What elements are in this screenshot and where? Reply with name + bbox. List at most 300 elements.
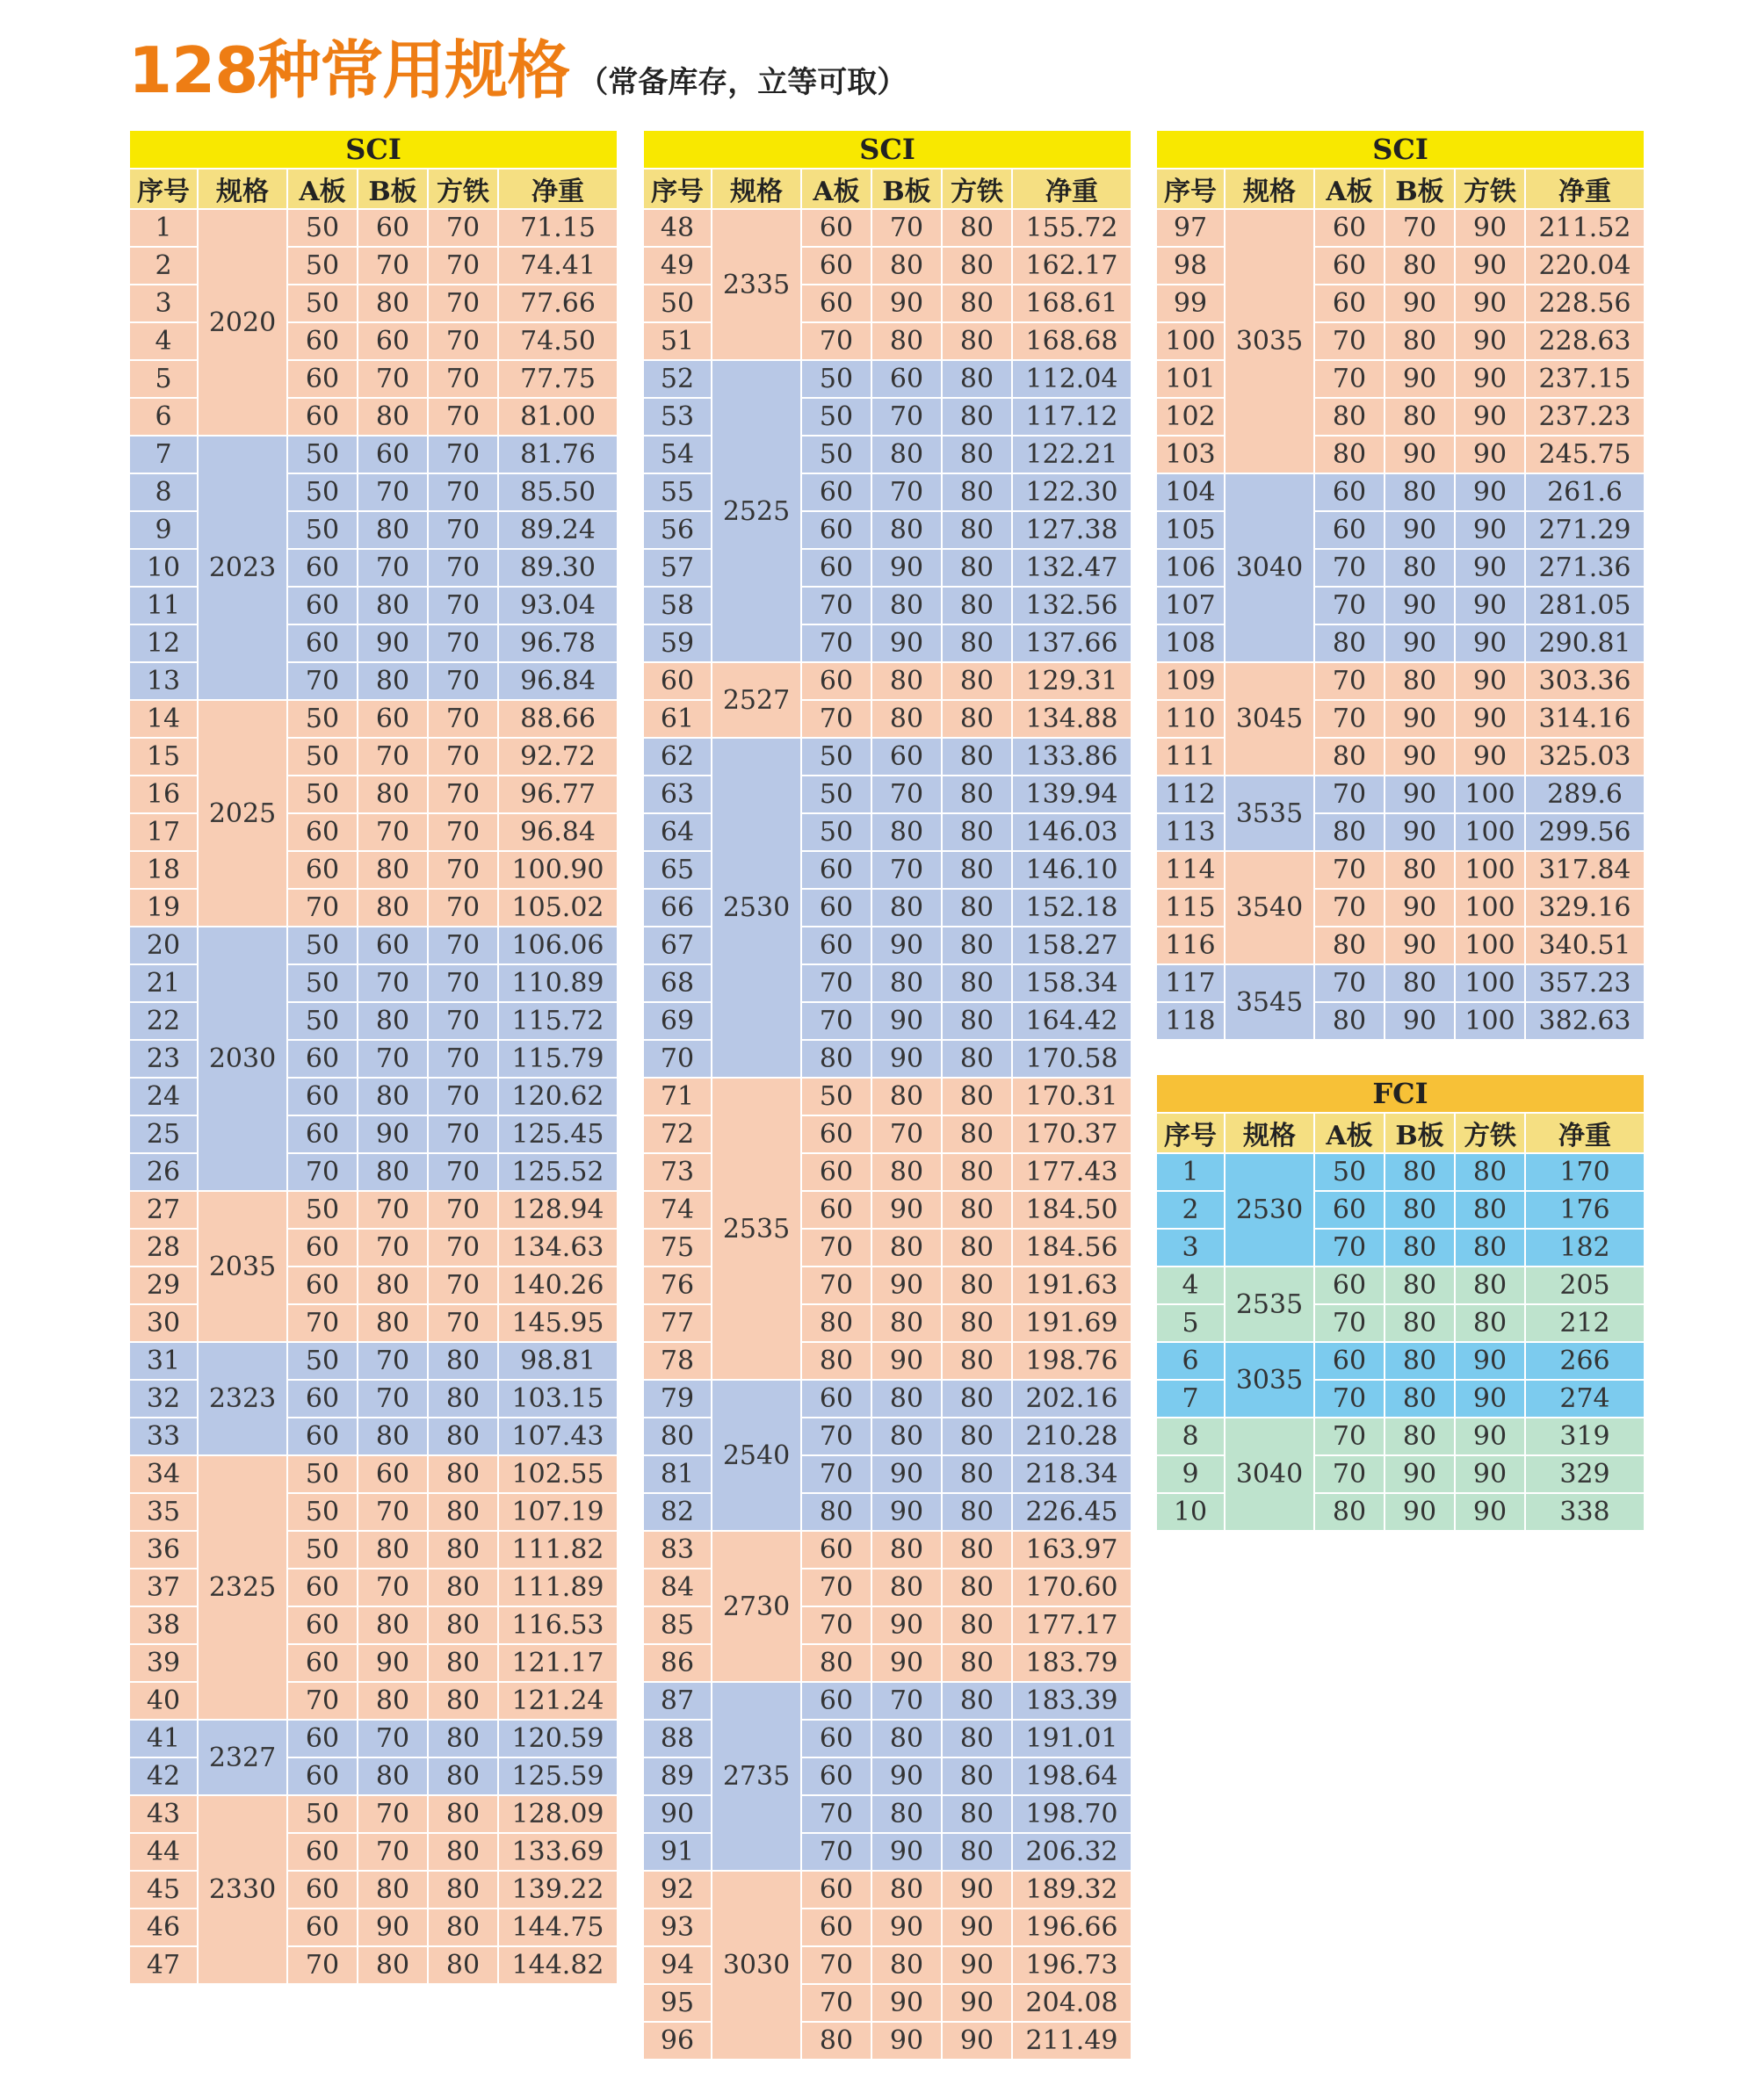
- net-weight-cell: 266: [1525, 1342, 1645, 1380]
- net-weight-cell: 338: [1525, 1493, 1645, 1531]
- square-iron-cell: 80: [428, 1418, 498, 1455]
- a-plate-cell: 60: [287, 1078, 358, 1115]
- square-iron-cell: 80: [942, 1644, 1012, 1682]
- b-plate-cell: 80: [871, 964, 942, 1002]
- net-weight-cell: 164.42: [1012, 1002, 1132, 1040]
- square-iron-cell: 70: [428, 1115, 498, 1153]
- a-plate-cell: 50: [801, 813, 871, 851]
- a-plate-cell: 70: [801, 1002, 871, 1040]
- table-row: [129, 1455, 618, 1493]
- square-iron-cell: 80: [942, 1304, 1012, 1342]
- a-plate-cell: 60: [287, 322, 358, 360]
- square-iron-cell: 80: [942, 1720, 1012, 1757]
- table-row: [1156, 1153, 1645, 1191]
- index-cell: 72: [643, 1115, 712, 1153]
- b-plate-cell: 90: [871, 1002, 942, 1040]
- index-cell: 113: [1156, 813, 1225, 851]
- b-plate-cell: 70: [358, 813, 428, 851]
- index-cell: 6: [129, 398, 198, 436]
- net-weight-cell: 145.95: [498, 1304, 618, 1342]
- a-plate-cell: 70: [801, 1229, 871, 1266]
- b-plate-cell: 90: [871, 624, 942, 662]
- net-weight-cell: 77.75: [498, 360, 618, 398]
- a-plate-cell: 60: [801, 473, 871, 511]
- net-weight-cell: 211.49: [1012, 2022, 1132, 2060]
- square-iron-cell: 80: [428, 1946, 498, 1984]
- index-cell: 9: [129, 511, 198, 549]
- a-plate-cell: 70: [287, 662, 358, 700]
- b-plate-cell: 80: [358, 1304, 428, 1342]
- net-weight-cell: 137.66: [1012, 624, 1132, 662]
- square-iron-cell: 90: [942, 2022, 1012, 2060]
- b-plate-cell: 90: [871, 1606, 942, 1644]
- square-iron-cell: 70: [428, 776, 498, 813]
- square-iron-cell: 90: [1455, 549, 1525, 587]
- net-weight-cell: 139.94: [1012, 776, 1132, 813]
- b-plate-cell: 80: [871, 1229, 942, 1266]
- net-weight-cell: 196.73: [1012, 1946, 1132, 1984]
- index-cell: 109: [1156, 662, 1225, 700]
- square-iron-cell: 80: [942, 776, 1012, 813]
- index-cell: 15: [129, 738, 198, 776]
- a-plate-cell: 60: [801, 285, 871, 322]
- index-cell: 38: [129, 1606, 198, 1644]
- index-cell: 98: [1156, 247, 1225, 285]
- b-plate-cell: 80: [1385, 1304, 1455, 1342]
- a-plate-cell: 50: [287, 1455, 358, 1493]
- index-cell: 44: [129, 1833, 198, 1871]
- index-cell: 10: [129, 549, 198, 587]
- index-cell: 50: [643, 285, 712, 322]
- index-cell: 89: [643, 1757, 712, 1795]
- spec-cell: 3040: [1225, 473, 1314, 662]
- a-plate-cell: 60: [287, 587, 358, 624]
- square-iron-cell: 80: [942, 285, 1012, 322]
- net-weight-cell: 121.24: [498, 1682, 618, 1720]
- a-plate-cell: 50: [287, 1002, 358, 1040]
- index-cell: 62: [643, 738, 712, 776]
- square-iron-cell: 80: [428, 1682, 498, 1720]
- index-cell: 42: [129, 1757, 198, 1795]
- b-plate-cell: 90: [871, 1644, 942, 1682]
- spec-cell: 3535: [1225, 776, 1314, 851]
- net-weight-cell: 281.05: [1525, 587, 1645, 624]
- b-plate-cell: 70: [358, 1569, 428, 1606]
- square-iron-cell: 100: [1455, 927, 1525, 964]
- table-caption: SCI: [643, 130, 1132, 169]
- net-weight-cell: 120.59: [498, 1720, 618, 1757]
- a-plate-cell: 60: [287, 1115, 358, 1153]
- b-plate-cell: 70: [871, 209, 942, 247]
- column-header-index: 序号: [1156, 1113, 1225, 1153]
- a-plate-cell: 50: [287, 511, 358, 549]
- table-row: [1156, 1266, 1645, 1304]
- index-cell: 20: [129, 927, 198, 964]
- a-plate-cell: 70: [801, 587, 871, 624]
- b-plate-cell: 80: [871, 1569, 942, 1606]
- square-iron-cell: 90: [1455, 436, 1525, 473]
- column-header-net-weight: 净重: [498, 169, 618, 209]
- table-row: [643, 738, 1132, 776]
- a-plate-cell: 60: [287, 1380, 358, 1418]
- index-cell: 46: [129, 1909, 198, 1946]
- a-plate-cell: 60: [287, 1720, 358, 1757]
- b-plate-cell: 80: [358, 851, 428, 889]
- square-iron-cell: 80: [428, 1455, 498, 1493]
- net-weight-cell: 184.56: [1012, 1229, 1132, 1266]
- index-cell: 81: [643, 1455, 712, 1493]
- a-plate-cell: 70: [1314, 322, 1385, 360]
- b-plate-cell: 80: [871, 511, 942, 549]
- net-weight-cell: 92.72: [498, 738, 618, 776]
- table-row: [1156, 473, 1645, 511]
- square-iron-cell: 70: [428, 1040, 498, 1078]
- b-plate-cell: 80: [358, 511, 428, 549]
- spec-cell: 2330: [198, 1795, 287, 1984]
- index-cell: 86: [643, 1644, 712, 1682]
- square-iron-cell: 70: [428, 738, 498, 776]
- a-plate-cell: 60: [287, 1229, 358, 1266]
- net-weight-cell: 237.23: [1525, 398, 1645, 436]
- column-header-spec: 规格: [1225, 169, 1314, 209]
- b-plate-cell: 90: [871, 1984, 942, 2022]
- table-caption: FCI: [1156, 1074, 1645, 1113]
- square-iron-cell: 80: [428, 1644, 498, 1682]
- net-weight-cell: 88.66: [498, 700, 618, 738]
- a-plate-cell: 70: [801, 1984, 871, 2022]
- table-row: [129, 1342, 618, 1380]
- square-iron-cell: 70: [428, 1191, 498, 1229]
- net-weight-cell: 325.03: [1525, 738, 1645, 776]
- square-iron-cell: 70: [428, 398, 498, 436]
- column-header-spec: 规格: [1225, 1113, 1314, 1153]
- a-plate-cell: 60: [287, 1569, 358, 1606]
- square-iron-cell: 90: [1455, 1493, 1525, 1531]
- b-plate-cell: 90: [1385, 1455, 1455, 1493]
- square-iron-cell: 80: [942, 1191, 1012, 1229]
- net-weight-cell: 183.79: [1012, 1644, 1132, 1682]
- net-weight-cell: 71.15: [498, 209, 618, 247]
- a-plate-cell: 60: [801, 1871, 871, 1909]
- a-plate-cell: 70: [1314, 1418, 1385, 1455]
- a-plate-cell: 70: [801, 1569, 871, 1606]
- a-plate-cell: 50: [287, 473, 358, 511]
- table-row: [1156, 1342, 1645, 1380]
- square-iron-cell: 90: [1455, 285, 1525, 322]
- a-plate-cell: 60: [287, 624, 358, 662]
- column-header-b-plate: B板: [871, 169, 942, 209]
- net-weight-cell: 146.03: [1012, 813, 1132, 851]
- table-row: [129, 1720, 618, 1757]
- square-iron-cell: 70: [428, 511, 498, 549]
- fci-table: [1155, 1073, 1645, 1532]
- b-plate-cell: 60: [358, 927, 428, 964]
- net-weight-cell: 139.22: [498, 1871, 618, 1909]
- b-plate-cell: 80: [1385, 1380, 1455, 1418]
- spec-cell: 2540: [712, 1380, 801, 1531]
- index-cell: 68: [643, 964, 712, 1002]
- net-weight-cell: 100.90: [498, 851, 618, 889]
- spec-cell: 2530: [1225, 1153, 1314, 1266]
- column-header-index: 序号: [1156, 169, 1225, 209]
- net-weight-cell: 152.18: [1012, 889, 1132, 927]
- square-iron-cell: 70: [428, 851, 498, 889]
- a-plate-cell: 70: [1314, 851, 1385, 889]
- index-cell: 74: [643, 1191, 712, 1229]
- b-plate-cell: 90: [871, 1493, 942, 1531]
- a-plate-cell: 60: [287, 398, 358, 436]
- spec-cell: 2030: [198, 927, 287, 1191]
- b-plate-cell: 80: [358, 889, 428, 927]
- square-iron-cell: 70: [428, 549, 498, 587]
- net-weight-cell: 96.84: [498, 662, 618, 700]
- b-plate-cell: 80: [358, 1078, 428, 1115]
- index-cell: 16: [129, 776, 198, 813]
- a-plate-cell: 50: [801, 360, 871, 398]
- column-header-net-weight: 净重: [1525, 169, 1645, 209]
- index-cell: 36: [129, 1531, 198, 1569]
- net-weight-cell: 290.81: [1525, 624, 1645, 662]
- a-plate-cell: 80: [1314, 738, 1385, 776]
- net-weight-cell: 112.04: [1012, 360, 1132, 398]
- index-cell: 57: [643, 549, 712, 587]
- spec-cell: 3035: [1225, 209, 1314, 473]
- index-cell: 82: [643, 1493, 712, 1531]
- net-weight-cell: 144.75: [498, 1909, 618, 1946]
- net-weight-cell: 198.70: [1012, 1795, 1132, 1833]
- spec-cell: 2020: [198, 209, 287, 436]
- table-caption: SCI: [129, 130, 618, 169]
- table-row: [643, 662, 1132, 700]
- square-iron-cell: 80: [942, 209, 1012, 247]
- square-iron-cell: 80: [942, 322, 1012, 360]
- index-cell: 29: [129, 1266, 198, 1304]
- net-weight-cell: 218.34: [1012, 1455, 1132, 1493]
- net-weight-cell: 206.32: [1012, 1833, 1132, 1871]
- a-plate-cell: 50: [287, 1191, 358, 1229]
- table-row: [1156, 964, 1645, 1002]
- net-weight-cell: 158.34: [1012, 964, 1132, 1002]
- net-weight-cell: 210.28: [1012, 1418, 1132, 1455]
- a-plate-cell: 50: [287, 436, 358, 473]
- a-plate-cell: 70: [801, 964, 871, 1002]
- b-plate-cell: 70: [871, 473, 942, 511]
- square-iron-cell: 80: [942, 1040, 1012, 1078]
- net-weight-cell: 168.68: [1012, 322, 1132, 360]
- b-plate-cell: 80: [871, 1078, 942, 1115]
- square-iron-cell: 80: [942, 1569, 1012, 1606]
- a-plate-cell: 70: [801, 700, 871, 738]
- square-iron-cell: 80: [942, 964, 1012, 1002]
- net-weight-cell: 107.19: [498, 1493, 618, 1531]
- b-plate-cell: 70: [871, 1682, 942, 1720]
- index-cell: 103: [1156, 436, 1225, 473]
- b-plate-cell: 60: [358, 700, 428, 738]
- net-weight-cell: 274: [1525, 1380, 1645, 1418]
- index-cell: 73: [643, 1153, 712, 1191]
- b-plate-cell: 80: [358, 1418, 428, 1455]
- a-plate-cell: 60: [801, 1720, 871, 1757]
- b-plate-cell: 90: [1385, 624, 1455, 662]
- square-iron-cell: 80: [1455, 1304, 1525, 1342]
- index-cell: 61: [643, 700, 712, 738]
- net-weight-cell: 317.84: [1525, 851, 1645, 889]
- a-plate-cell: 70: [1314, 1304, 1385, 1342]
- net-weight-cell: 183.39: [1012, 1682, 1132, 1720]
- a-plate-cell: 60: [1314, 1342, 1385, 1380]
- net-weight-cell: 228.63: [1525, 322, 1645, 360]
- square-iron-cell: 80: [1455, 1191, 1525, 1229]
- net-weight-cell: 111.89: [498, 1569, 618, 1606]
- b-plate-cell: 80: [871, 1720, 942, 1757]
- index-cell: 107: [1156, 587, 1225, 624]
- b-plate-cell: 90: [871, 1909, 942, 1946]
- b-plate-cell: 70: [358, 549, 428, 587]
- b-plate-cell: 60: [358, 209, 428, 247]
- square-iron-cell: 90: [1455, 209, 1525, 247]
- square-iron-cell: 80: [1455, 1266, 1525, 1304]
- a-plate-cell: 70: [801, 1455, 871, 1493]
- spec-cell: 2323: [198, 1342, 287, 1455]
- net-weight-cell: 182: [1525, 1229, 1645, 1266]
- column-header-square-iron: 方铁: [1455, 169, 1525, 209]
- index-cell: 70: [643, 1040, 712, 1078]
- a-plate-cell: 80: [1314, 1002, 1385, 1040]
- index-cell: 24: [129, 1078, 198, 1115]
- sci-table-1: [128, 129, 618, 1985]
- a-plate-cell: 60: [801, 1909, 871, 1946]
- b-plate-cell: 90: [871, 927, 942, 964]
- b-plate-cell: 70: [871, 776, 942, 813]
- index-cell: 27: [129, 1191, 198, 1229]
- a-plate-cell: 70: [1314, 964, 1385, 1002]
- a-plate-cell: 50: [287, 1795, 358, 1833]
- b-plate-cell: 70: [871, 398, 942, 436]
- net-weight-cell: 105.02: [498, 889, 618, 927]
- index-cell: 100: [1156, 322, 1225, 360]
- b-plate-cell: 70: [871, 851, 942, 889]
- spec-cell: 3030: [712, 1871, 801, 2060]
- index-cell: 71: [643, 1078, 712, 1115]
- column-header-a-plate: A板: [1314, 169, 1385, 209]
- net-weight-cell: 89.30: [498, 549, 618, 587]
- b-plate-cell: 80: [871, 662, 942, 700]
- a-plate-cell: 50: [287, 247, 358, 285]
- b-plate-cell: 90: [1385, 285, 1455, 322]
- net-weight-cell: 184.50: [1012, 1191, 1132, 1229]
- square-iron-cell: 80: [428, 1569, 498, 1606]
- a-plate-cell: 60: [287, 549, 358, 587]
- b-plate-cell: 70: [358, 1342, 428, 1380]
- a-plate-cell: 80: [801, 2022, 871, 2060]
- index-cell: 49: [643, 247, 712, 285]
- net-weight-cell: 170.31: [1012, 1078, 1132, 1115]
- a-plate-cell: 50: [287, 209, 358, 247]
- table-row: [643, 1531, 1132, 1569]
- net-weight-cell: 176: [1525, 1191, 1645, 1229]
- index-cell: 30: [129, 1304, 198, 1342]
- b-plate-cell: 90: [358, 624, 428, 662]
- net-weight-cell: 228.56: [1525, 285, 1645, 322]
- square-iron-cell: 100: [1455, 776, 1525, 813]
- net-weight-cell: 125.52: [498, 1153, 618, 1191]
- index-cell: 18: [129, 851, 198, 889]
- square-iron-cell: 80: [428, 1342, 498, 1380]
- a-plate-cell: 60: [801, 1682, 871, 1720]
- spec-cell: 2530: [712, 738, 801, 1078]
- a-plate-cell: 70: [801, 1946, 871, 1984]
- b-plate-cell: 90: [871, 285, 942, 322]
- a-plate-cell: 80: [1314, 624, 1385, 662]
- square-iron-cell: 80: [942, 1833, 1012, 1871]
- b-plate-cell: 70: [358, 247, 428, 285]
- b-plate-cell: 60: [358, 436, 428, 473]
- a-plate-cell: 70: [287, 1682, 358, 1720]
- a-plate-cell: 60: [287, 360, 358, 398]
- b-plate-cell: 70: [358, 1493, 428, 1531]
- square-iron-cell: 80: [942, 1229, 1012, 1266]
- a-plate-cell: 50: [801, 738, 871, 776]
- index-cell: 87: [643, 1682, 712, 1720]
- square-iron-cell: 80: [942, 1153, 1012, 1191]
- b-plate-cell: 80: [358, 1002, 428, 1040]
- square-iron-cell: 80: [942, 360, 1012, 398]
- a-plate-cell: 80: [1314, 398, 1385, 436]
- table-row: [129, 436, 618, 473]
- a-plate-cell: 80: [1314, 927, 1385, 964]
- b-plate-cell: 90: [1385, 1493, 1455, 1531]
- a-plate-cell: 50: [287, 964, 358, 1002]
- column-header-b-plate: B板: [1385, 169, 1455, 209]
- b-plate-cell: 90: [871, 549, 942, 587]
- net-weight-cell: 314.16: [1525, 700, 1645, 738]
- index-cell: 90: [643, 1795, 712, 1833]
- square-iron-cell: 80: [1455, 1229, 1525, 1266]
- b-plate-cell: 80: [1385, 473, 1455, 511]
- index-cell: 83: [643, 1531, 712, 1569]
- index-cell: 28: [129, 1229, 198, 1266]
- a-plate-cell: 80: [1314, 813, 1385, 851]
- spec-cell: 2730: [712, 1531, 801, 1682]
- square-iron-cell: 80: [942, 624, 1012, 662]
- square-iron-cell: 80: [428, 1606, 498, 1644]
- b-plate-cell: 90: [1385, 776, 1455, 813]
- index-cell: 22: [129, 1002, 198, 1040]
- square-iron-cell: 90: [1455, 247, 1525, 285]
- index-cell: 56: [643, 511, 712, 549]
- b-plate-cell: 80: [358, 1606, 428, 1644]
- square-iron-cell: 80: [942, 1266, 1012, 1304]
- b-plate-cell: 80: [358, 587, 428, 624]
- net-weight-cell: 340.51: [1525, 927, 1645, 964]
- net-weight-cell: 271.29: [1525, 511, 1645, 549]
- b-plate-cell: 70: [358, 738, 428, 776]
- square-iron-cell: 70: [428, 700, 498, 738]
- a-plate-cell: 60: [1314, 209, 1385, 247]
- b-plate-cell: 80: [1385, 322, 1455, 360]
- square-iron-cell: 70: [428, 813, 498, 851]
- a-plate-cell: 50: [287, 1493, 358, 1531]
- b-plate-cell: 80: [871, 587, 942, 624]
- square-iron-cell: 80: [942, 1493, 1012, 1531]
- square-iron-cell: 90: [1455, 738, 1525, 776]
- a-plate-cell: 60: [801, 549, 871, 587]
- index-cell: 2: [1156, 1191, 1225, 1229]
- net-weight-cell: 299.56: [1525, 813, 1645, 851]
- index-cell: 40: [129, 1682, 198, 1720]
- index-cell: 117: [1156, 964, 1225, 1002]
- b-plate-cell: 80: [871, 247, 942, 285]
